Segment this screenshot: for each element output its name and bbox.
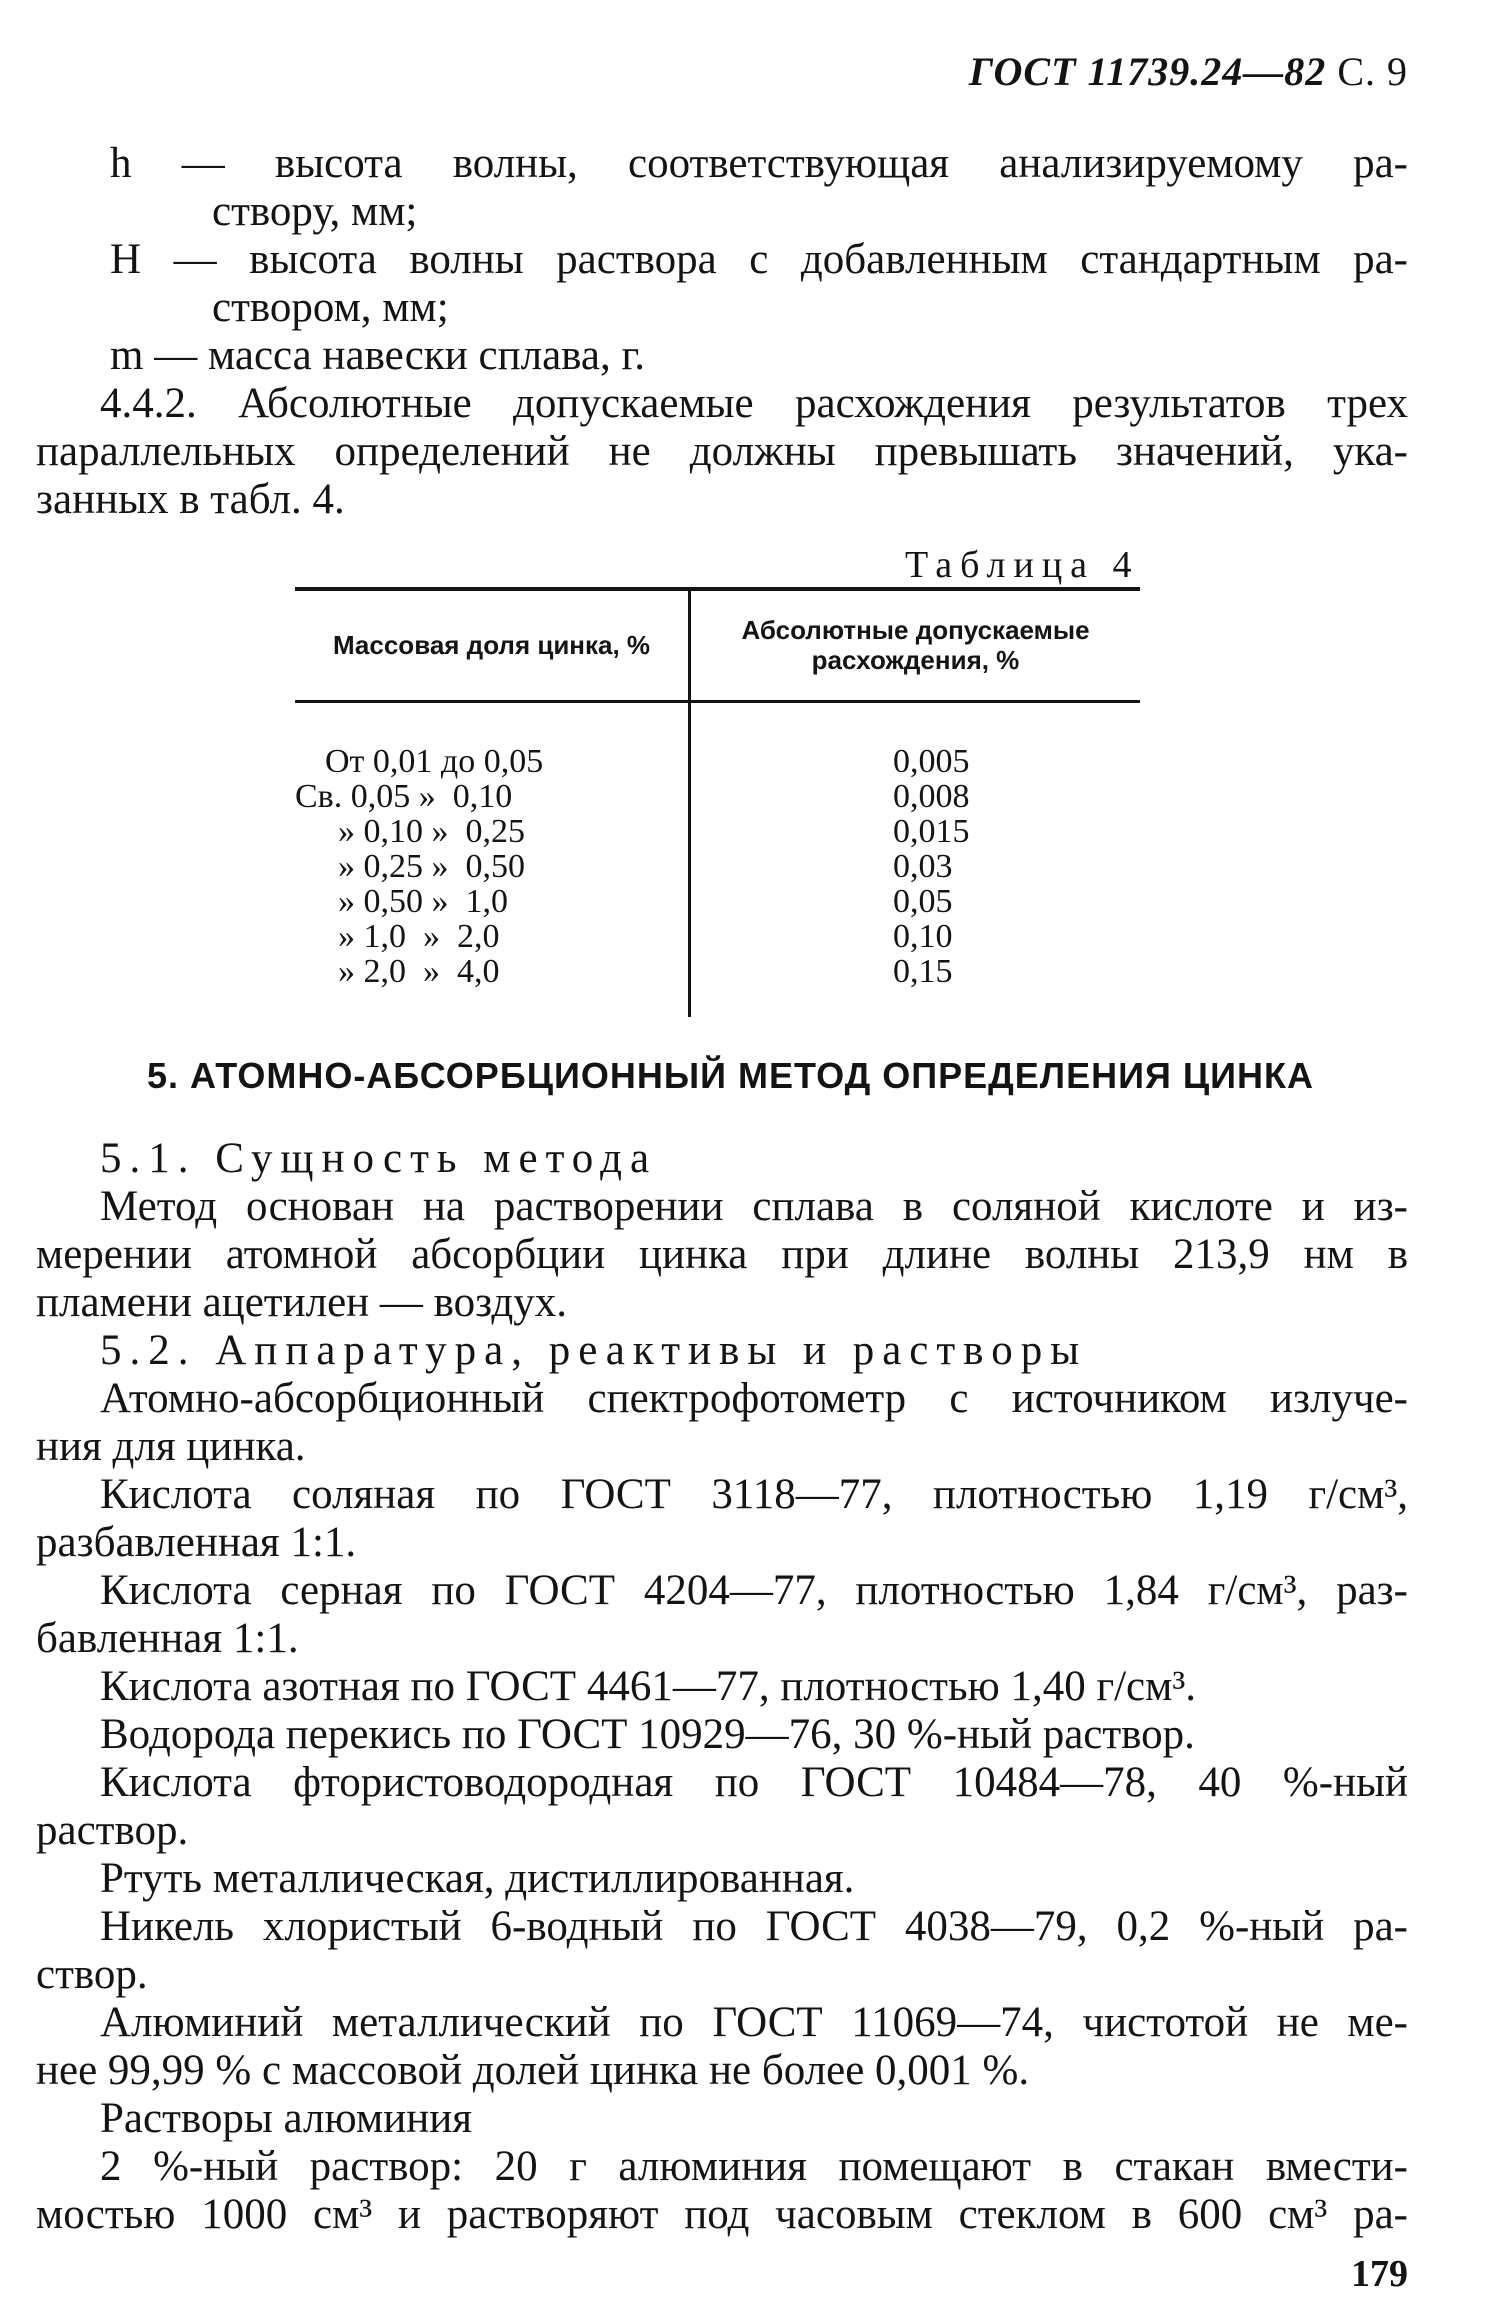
table-row-6-range: » 1,0 » 2,0 — [338, 918, 500, 955]
column-header-mass-fraction: Массовая доля цинка, % — [332, 630, 651, 660]
table-row-7-range: » 2,0 » 4,0 — [338, 953, 500, 990]
clause-442-line1: 4.4.2. Абсолютные допускаемые расхождения результатов трех — [100, 380, 1408, 427]
item-hydrofluoric-acid-line1: Кислота фтористоводородная по ГОСТ 10484—78, 40 %-ный — [100, 1759, 1408, 1806]
table-row-3-value: 0,015 — [893, 813, 970, 850]
table-caption: Таблица 4 — [905, 544, 1140, 586]
item-nickel-chloride-line2: створ. — [36, 1951, 148, 1998]
clause-442-line3: занных в табл. 4. — [36, 476, 345, 523]
item-hydrochloric-acid-line1: Кислота соляная по ГОСТ 3118—77, плотностью 1,19 г/см³, — [100, 1471, 1408, 1518]
definition-m: m — масса навески сплава, г. — [110, 332, 646, 379]
table-row-1-value: 0,005 — [893, 743, 970, 780]
table-row-1-range: От 0,01 до 0,05 — [325, 743, 544, 780]
table-row-7-value: 0,15 — [893, 953, 953, 990]
definition-H-line1: H — высота волны раствора с добавленным стандартным ра- — [110, 236, 1408, 283]
page-ref: С. 9 — [1337, 49, 1408, 94]
item-aluminium-metal-line2: нее 99,99 % с массовой долей цинка не более 0,001 %. — [36, 2047, 1030, 2094]
item-mercury: Ртуть металлическая, дистиллированная. — [100, 1855, 855, 1902]
standard-code: ГОСТ 11739.24—82 — [968, 49, 1327, 94]
item-nickel-chloride-line1: Никель хлористый 6-водный по ГОСТ 4038—79, 0,2 %-ный ра- — [100, 1903, 1408, 1950]
s51-text-line1: Метод основан на растворении сплава в соляной кислоте и из- — [100, 1183, 1408, 1230]
table-row-2-range: Св. 0,05 » 0,10 — [295, 778, 513, 815]
table-header-rule — [295, 700, 1140, 703]
clause-442-line2: параллельных определений не должны превышать значений, ука- — [36, 428, 1408, 475]
definition-h-line2: створу, мм; — [212, 188, 418, 235]
item-nitric-acid: Кислота азотная по ГОСТ 4461—77, плотностью 1,40 г/см³. — [100, 1663, 1196, 1710]
table-row-4-value: 0,03 — [893, 848, 953, 885]
s52-heading: 5.2. Аппаратура, реактивы и растворы — [100, 1327, 1088, 1374]
table-row-5-value: 0,05 — [893, 883, 953, 920]
item-sulfuric-acid-line2: бавленная 1:1. — [36, 1615, 299, 1662]
column-header-deviation-line2: расхождения, % — [811, 645, 1020, 675]
s51-heading: 5.1. Сущность метода — [100, 1135, 658, 1182]
table-row-3-range: » 0,10 » 0,25 — [338, 813, 525, 850]
page-number: 179 — [1351, 2253, 1408, 2295]
column-header-deviation-line1: Абсолютные допускаемые — [741, 615, 1090, 645]
s51-text-line2: мерении атомной абсорбции цинка при длине волны 213,9 нм в — [36, 1231, 1408, 1278]
item-aluminium-solutions: Растворы алюминия — [100, 2095, 473, 2142]
item-spectrophotometer-line1: Атомно-абсорбционный спектрофотометр с источником излуче- — [100, 1375, 1408, 1422]
table-row-2-value: 0,008 — [893, 778, 970, 815]
item-hydrogen-peroxide: Водорода перекись по ГОСТ 10929—76, 30 %-ный раствор. — [100, 1711, 1195, 1758]
item-sulfuric-acid-line1: Кислота серная по ГОСТ 4204—77, плотностью 1,84 г/см³, раз- — [100, 1567, 1408, 1614]
table-row-4-range: » 0,25 » 0,50 — [338, 848, 525, 885]
section-5-title: 5. АТОМНО-АБСОРБЦИОННЫЙ МЕТОД ОПРЕДЕЛЕНИЯ ЦИНКА — [147, 1055, 1314, 1096]
page-header — [969, 48, 1408, 95]
item-2pct-solution-line1: 2 %-ный раствор: 20 г алюминия помещают в стакан вмести- — [100, 2143, 1408, 2190]
table-row-5-range: » 0,50 » 1,0 — [338, 883, 508, 920]
definition-H-line2: створом, мм; — [212, 284, 449, 331]
table-4 — [295, 587, 1140, 1017]
item-spectrophotometer-line2: ния для цинка. — [36, 1423, 306, 1470]
item-hydrofluoric-acid-line2: раствор. — [36, 1807, 189, 1854]
s51-text-line3: пламени ацетилен — воздух. — [36, 1279, 568, 1326]
table-row-6-value: 0,10 — [893, 918, 953, 955]
item-aluminium-metal-line1: Алюминий металлический по ГОСТ 11069—74, чистотой не ме- — [100, 1999, 1408, 2046]
item-hydrochloric-acid-line2: разбавленная 1:1. — [36, 1519, 357, 1566]
item-2pct-solution-line2: мостью 1000 см³ и растворяют под часовым стеклом в 600 см³ ра- — [36, 2191, 1408, 2238]
definition-h-line1: h — высота волны, соответствующая анализируемому ра- — [110, 140, 1408, 187]
column-header-deviation — [691, 615, 1140, 675]
table-top-rule — [295, 587, 1140, 591]
